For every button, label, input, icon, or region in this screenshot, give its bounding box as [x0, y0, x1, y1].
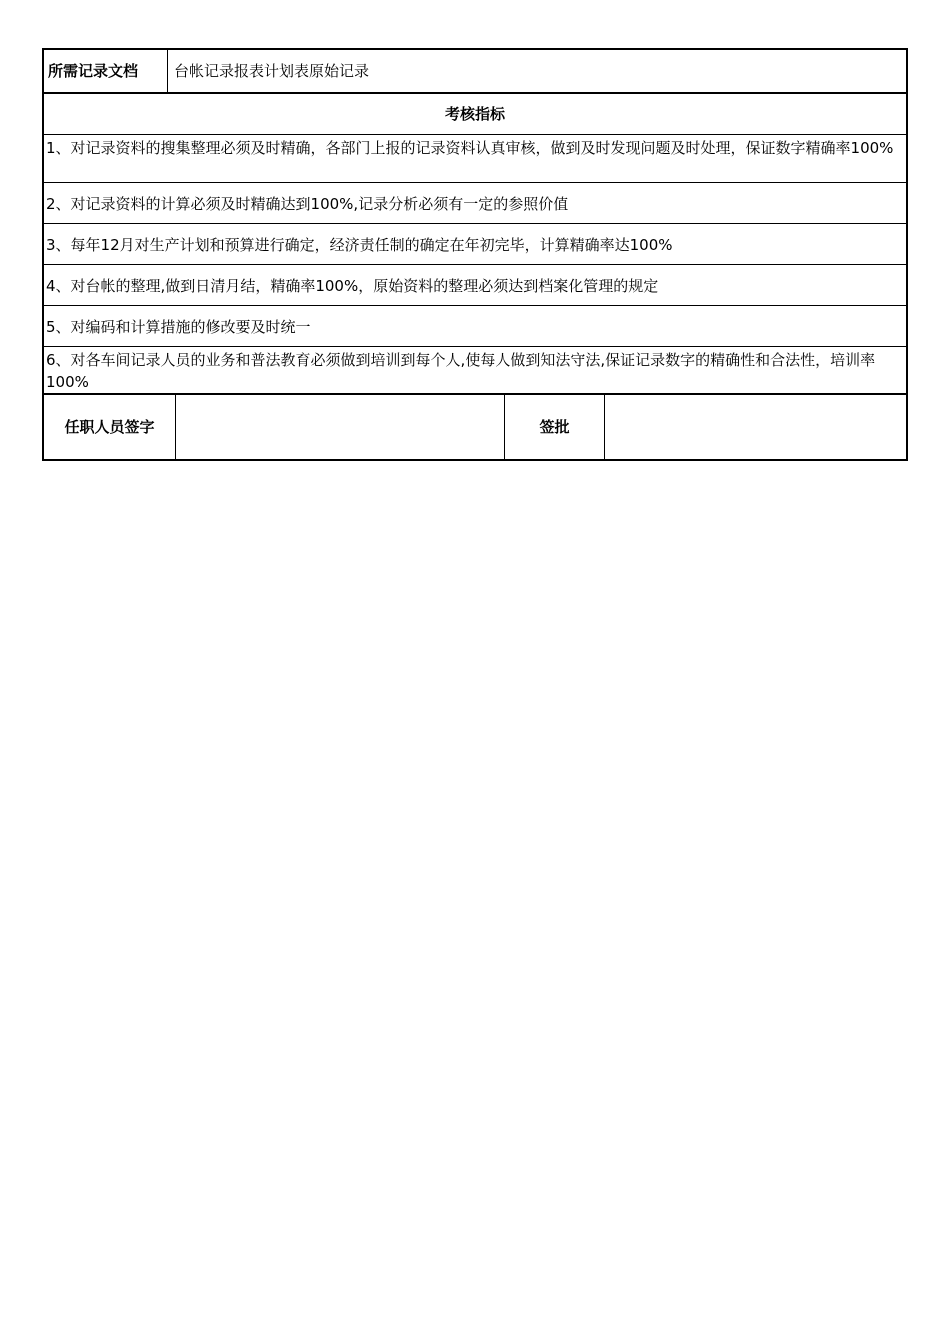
assessment-title-row	[44, 94, 906, 135]
assessment-item-6	[44, 347, 906, 395]
employee-signature-label: 任职人员签字	[44, 395, 176, 459]
approval-label: 签批	[505, 395, 605, 459]
assessment-item-1	[44, 135, 906, 183]
record-docs-row	[44, 50, 906, 94]
signature-row	[44, 395, 906, 459]
assessment-item-text: 4、对台帐的整理,做到日清月结，精确率100%，原始资料的整理必须达到档案化管理的规定	[46, 277, 659, 295]
assessment-item-3	[44, 224, 906, 265]
assessment-item-5	[44, 306, 906, 347]
assessment-item-text: 6、对各车间记录人员的业务和普法教育必须做到培训到每个人,使每人做到知法守法,保证记录数字的精确性和合法性，培训率100%	[46, 351, 876, 391]
record-docs-value: 台帐记录报表计划表原始记录	[174, 62, 370, 80]
assessment-item-4	[44, 265, 906, 306]
assessment-item-text: 1、对记录资料的搜集整理必须及时精确，各部门上报的记录资料认真审核，做到及时发现问题及时处理，保证数字精确率100%	[46, 139, 894, 157]
assessment-item-text: 2、对记录资料的计算必须及时精确达到100%,记录分析必须有一定的参照价值	[46, 195, 569, 213]
assessment-item-text: 3、每年12月对生产计划和预算进行确定，经济责任制的确定在年初完毕，计算精确率达100%	[46, 236, 673, 254]
assessment-item-text: 5、对编码和计算措施的修改要及时统一	[46, 318, 311, 336]
record-docs-label: 所需记录文档	[44, 50, 168, 92]
assessment-item-2	[44, 183, 906, 224]
approval-field[interactable]	[605, 395, 906, 459]
assessment-title: 考核指标	[444, 105, 505, 123]
assessment-table	[42, 48, 908, 461]
employee-signature-field[interactable]	[176, 395, 505, 459]
